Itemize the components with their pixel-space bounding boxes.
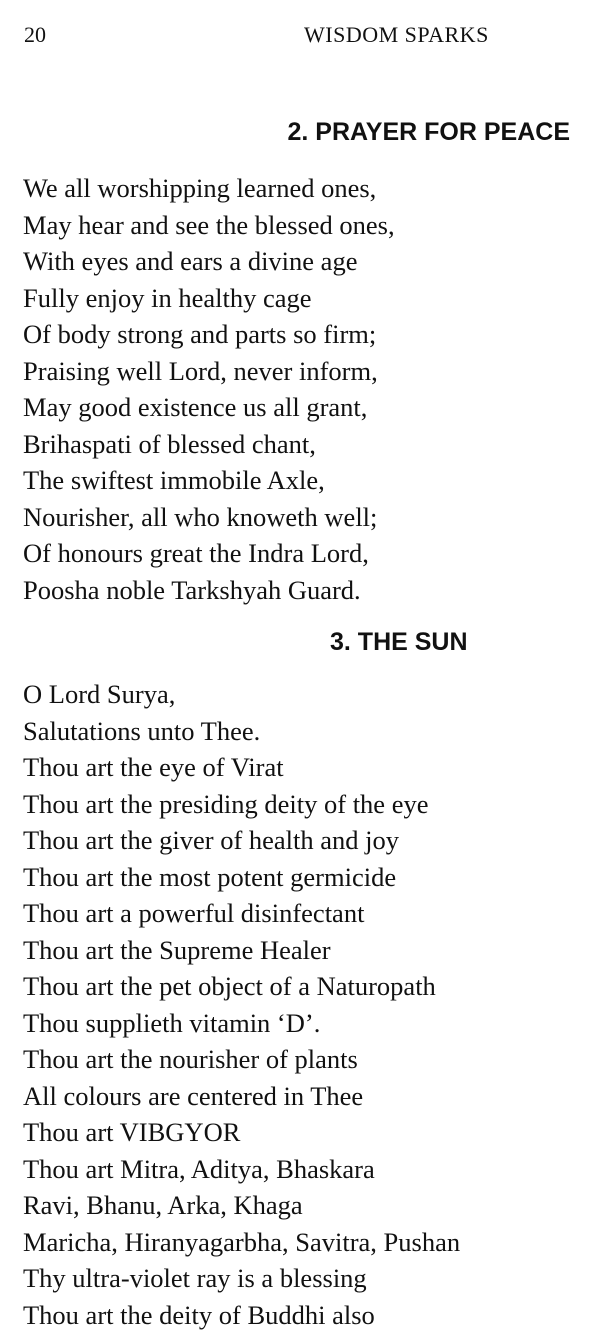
poem-line: Nourisher, all who knoweth well; — [23, 501, 378, 532]
section-heading-prayer-for-peace: 2. PRAYER FOR PEACE — [287, 118, 570, 146]
poem-line: Of honours great the Indra Lord, — [23, 538, 369, 568]
poem-line: Thy ultra-violet ray is a blessing — [23, 1263, 367, 1293]
poem-line: All colours are centered in Thee — [23, 1080, 364, 1111]
section-heading-the-sun: 3. THE SUN — [330, 628, 468, 656]
poem-line: Thou art the deity of Buddhi also — [23, 1299, 375, 1330]
poem-line: Fully enjoy in healthy cage — [23, 282, 312, 313]
poem-the-sun — [23, 676, 460, 1333]
poem-line: May hear and see the blessed ones, — [23, 209, 395, 240]
poem-line: With eyes and ears a divine age — [23, 246, 358, 276]
poem-line: Thou art Mitra, Aditya, Bhaskara — [23, 1153, 375, 1184]
poem-line: Thou art the presiding deity of the eye — [23, 788, 429, 819]
poem-line: Thou art the Supreme Healer — [23, 934, 331, 965]
poem-line: Brihaspati of blessed chant, — [23, 428, 316, 459]
running-head — [0, 22, 600, 52]
page-number: 20 — [24, 22, 46, 47]
poem-line: Praising well Lord, never inform, — [23, 355, 378, 386]
poem-line: Maricha, Hiranyagarbha, Savitra, Pushan — [23, 1226, 461, 1257]
poem-line: Thou art the pet object of a Naturopath — [23, 971, 436, 1001]
poem-line: Salutations unto Thee. — [23, 715, 261, 746]
poem-line: Thou art the eye of Virat — [23, 752, 284, 782]
poem-prayer-for-peace — [23, 170, 395, 608]
poem-line: Thou art a powerful disinfectant — [23, 898, 365, 928]
poem-line: Thou supplieth vitamin ‘D’. — [23, 1007, 321, 1038]
poem-line: May good existence us all grant, — [23, 392, 368, 422]
poem-line: Ravi, Bhanu, Arka, Khaga — [23, 1190, 303, 1220]
poem-line: O Lord Surya, — [23, 679, 176, 709]
poem-line: Thou art the giver of health and joy — [23, 825, 400, 855]
poem-line: Thou art VIBGYOR — [23, 1117, 241, 1147]
poem-line: Thou art the nourisher of plants — [23, 1044, 358, 1074]
book-title: WISDOM SPARKS — [304, 22, 489, 47]
poem-line: Thou art the most potent germicide — [23, 861, 397, 892]
poem-line: Poosha noble Tarkshyah Guard. — [23, 574, 361, 605]
poem-line: The swiftest immobile Axle, — [23, 465, 325, 495]
poem-line: Of body strong and parts so firm; — [23, 319, 377, 349]
poem-line: We all worshipping learned ones, — [23, 173, 377, 203]
